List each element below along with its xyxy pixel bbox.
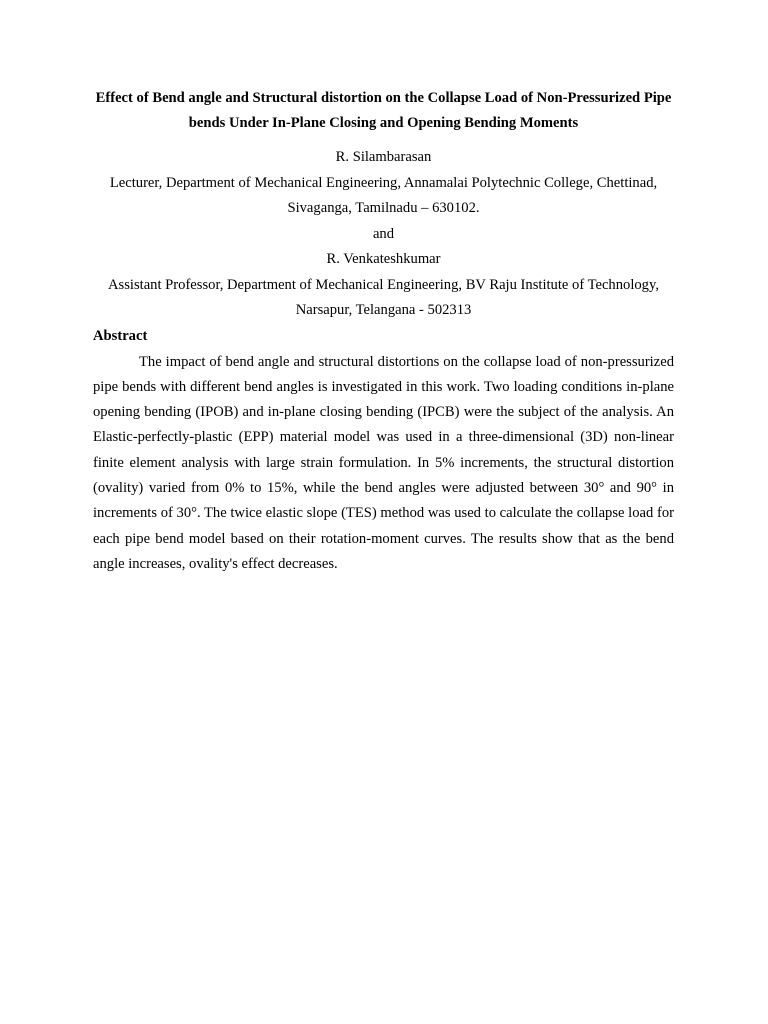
author-name: R. Silambarasan: [335, 149, 432, 165]
author-conjunction: and: [372, 225, 395, 242]
author-block-2: [93, 247, 674, 324]
author-block-1: [93, 145, 674, 222]
abstract-heading: Abstract: [93, 327, 148, 344]
author-name: R. Venkateshkumar: [326, 251, 441, 267]
paper-page: [93, 86, 674, 577]
author-affiliation: Assistant Professor, Department of Mechanical Engineering, BV Raju Institute of Technology, Narsapur, Telangana - 502313: [108, 276, 659, 318]
paper-title: Effect of Bend angle and Structural distortion on the Collapse Load of Non-Pressurized Pipe bends Under In-Plane Closing and Opening Bending Moments: [95, 90, 672, 131]
author-affiliation: Lecturer, Department of Mechanical Engineering, Annamalai Polytechnic College, Chettinad, Sivaganga, Tamilnadu – 630102.: [109, 174, 658, 216]
abstract-text: The impact of bend angle and structural distortions on the collapse load of non-pressurized pipe bends with different bend angles is investigated in this work. Two loading conditions in-plane opening bending (IPOB) and in-plane closing bending (IPCB) were the subject of the analysis. An Elastic-perfectly-plastic (EPP) material model was used in a three-dimensional (3D) non-linear finite element analysis with large strain formulation. In 5% increments, the structural distortion (ovality) varied from 0% to 15%, while the bend angles were adjusted between 30° and 90° in increments of 30°. The twice elastic slope (TES) method was used to calculate the collapse load for each pipe bend model based on their rotation-moment curves. The results show that as the bend angle increases, ovality's effect decreases.: [93, 353, 674, 572]
